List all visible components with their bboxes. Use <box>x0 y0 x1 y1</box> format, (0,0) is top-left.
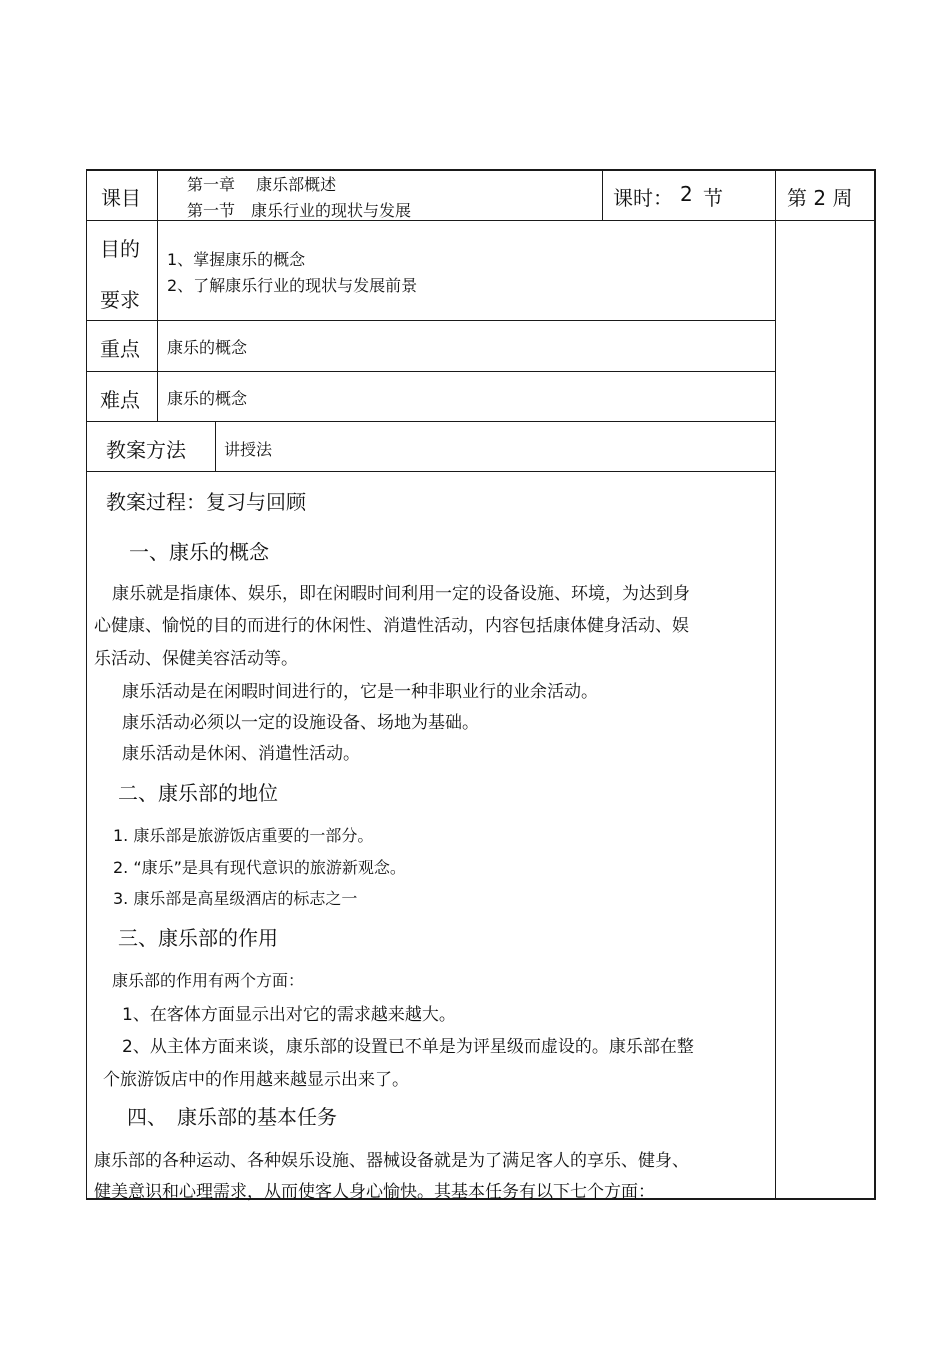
col-divider-label <box>157 169 158 422</box>
hours-label: 课时： <box>613 186 673 210</box>
paragraph-line: 2、从主体方面来谈，康乐部的设置已不单是为评星级而虚设的。康乐部在整 <box>122 1037 694 1057</box>
paragraph-line: 健美意识和心理需求，从而使客人身心愉快。其基本任务有以下七个方面： <box>94 1182 655 1202</box>
paragraph-line: 康乐部的作用有两个方面： <box>112 971 305 990</box>
list-item: 3. 康乐部是高星级酒店的标志之一 <box>113 889 358 908</box>
list-item: 1. 康乐部是旅游饭店重要的一部分。 <box>113 826 374 845</box>
hours-value: 2 <box>680 182 693 206</box>
table-top-border <box>86 169 876 171</box>
paragraph-line: 康乐活动是在闲暇时间进行的，它是一种非职业行的业余活动。 <box>122 682 598 702</box>
process-title: 教案过程：复习与回顾 <box>106 490 306 514</box>
col-divider-hours <box>602 169 603 221</box>
week-label: 第 2 周 <box>787 186 853 210</box>
paragraph-line: 乐活动、保健美容活动等。 <box>94 649 298 669</box>
section-heading-3: 三、康乐部的作用 <box>118 926 278 950</box>
method-value: 讲授法 <box>224 440 273 459</box>
section-heading-1: 一、康乐的概念 <box>129 540 269 564</box>
subject-label: 课目 <box>101 186 141 210</box>
section-heading-4: 四、 康乐部的基本任务 <box>127 1105 337 1129</box>
goals-label-top: 目的 <box>100 237 140 261</box>
col-divider-week <box>775 169 776 1200</box>
method-label: 教案方法 <box>106 438 186 462</box>
chapter-line: 第一章 康乐部概述 <box>187 175 337 194</box>
paragraph-line: 康乐部的各种运动、各种娱乐设施、器械设备就是为了满足客人的享乐、健身、 <box>94 1151 689 1171</box>
difficulty-label: 难点 <box>100 388 140 412</box>
paragraph-line: 个旅游饭店中的作用越来越显示出来了。 <box>103 1070 409 1090</box>
row-divider-method <box>86 471 776 472</box>
paragraph-line: 康乐活动是休闲、消遣性活动。 <box>122 744 360 764</box>
col-divider-method <box>215 421 216 472</box>
paragraph-line: 心健康、愉悦的目的而进行的休闲性、消遣性活动，内容包括康体健身活动、娱 <box>94 616 689 636</box>
section-line: 第一节 康乐行业的现状与发展 <box>187 201 412 220</box>
paragraph-line: 康乐就是指康体、娱乐，即在闲暇时间利用一定的设备设施、环境，为达到身 <box>112 584 690 604</box>
list-item: 2. “康乐”是具有现代意识的旅游新观念。 <box>113 858 406 877</box>
paragraph-line: 康乐活动必须以一定的设施设备、场地为基础。 <box>122 713 479 733</box>
section-heading-2: 二、康乐部的地位 <box>118 781 278 805</box>
difficulty-value: 康乐的概念 <box>167 389 248 408</box>
table-left-border <box>86 169 87 1200</box>
goals-label-bottom: 要求 <box>100 288 140 312</box>
row-divider-difficulty <box>86 421 776 422</box>
table-right-border <box>874 169 876 1200</box>
paragraph-line: 1、在客体方面显示出对它的需求越来越大。 <box>122 1005 456 1025</box>
keypoint-label: 重点 <box>100 337 140 361</box>
row-divider-goals <box>86 320 776 321</box>
keypoint-value: 康乐的概念 <box>167 338 248 357</box>
hours-unit: 节 <box>703 186 723 210</box>
goal-item: 2、了解康乐行业的现状与发展前景 <box>167 276 418 295</box>
row-divider-keypoint <box>86 371 776 372</box>
goal-item: 1、掌握康乐的概念 <box>167 250 306 269</box>
